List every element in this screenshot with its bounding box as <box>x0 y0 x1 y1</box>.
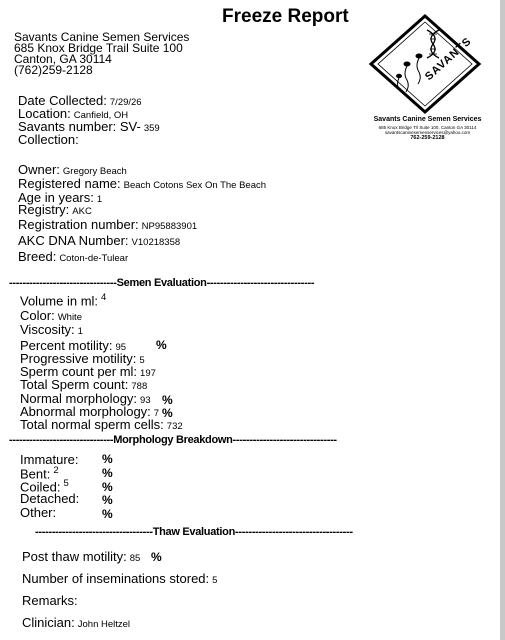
percent-motility-label: Percent motility: <box>20 338 113 353</box>
logo-caption-address: 685 Knox Bridge Trl Suite 100, Canton GA 30114 <box>378 125 477 130</box>
breed-row <box>18 249 128 264</box>
logo-caption: Savants Canine Semen Services <box>373 116 482 123</box>
registration-number-row <box>18 217 197 232</box>
savants-number-label: Savants number: SV- <box>18 119 141 134</box>
total-count-label: Total Sperm count: <box>20 377 129 392</box>
registered-name-value: Beach Cotons Sex On The Beach <box>123 180 267 191</box>
registered-name-row <box>18 176 266 191</box>
registry-row <box>18 202 92 217</box>
viscosity-label: Viscosity: <box>20 322 75 337</box>
post-thaw-unit: % <box>151 550 162 564</box>
savants-number-value: 359 <box>143 123 160 134</box>
detached-row <box>20 491 82 506</box>
color-value: White <box>57 312 82 323</box>
viscosity-row <box>20 322 83 337</box>
page-edge <box>500 0 505 640</box>
breed-label: Breed: <box>18 249 57 264</box>
normal-morphology-value: 93 <box>140 395 151 406</box>
other-row <box>20 505 59 520</box>
total-normal-row <box>20 417 183 432</box>
progressive-motility-label: Progressive motility: <box>20 351 137 366</box>
normal-morphology-unit: % <box>162 393 173 407</box>
clinician-row <box>22 615 130 630</box>
report-title: Freeze Report <box>222 6 349 27</box>
total-normal-value: 732 <box>166 421 183 432</box>
other-unit: % <box>102 507 113 521</box>
clinician-value: John Heltzel <box>77 619 131 630</box>
progressive-motility-value: 5 <box>139 355 145 366</box>
registration-number-label: Registration number: <box>18 217 139 232</box>
total-count-row <box>20 377 147 392</box>
volume-row <box>20 292 106 308</box>
inseminations-value: 5 <box>212 575 218 586</box>
immature-unit: % <box>102 452 113 466</box>
company-address-2: Canton, GA 30114 <box>14 52 112 66</box>
owner-row <box>18 162 127 177</box>
abnormal-morphology-unit: % <box>162 406 173 420</box>
remarks-label: Remarks: <box>22 593 78 608</box>
logo-text: SAVANTS <box>423 35 475 83</box>
thaw-evaluation-header: -----------------------------------Thaw Evaluation----------------------------------- <box>35 526 353 538</box>
logo-caption-phone: 762-259-2128 <box>410 135 445 141</box>
immature-label: Immature: <box>20 452 79 467</box>
bent-label: Bent: <box>20 466 51 482</box>
normal-morphology-label: Normal morphology: <box>20 391 138 406</box>
dna-number-row <box>18 233 180 248</box>
company-address-1: 685 Knox Bridge Trail Suite 100 <box>14 41 183 55</box>
date-collected-value: 7/29/26 <box>109 97 142 108</box>
percent-motility-unit: % <box>156 338 167 352</box>
age-label: Age in years: <box>18 190 94 205</box>
company-phone: (762)259-2128 <box>14 63 93 77</box>
inseminations-label: Number of inseminations stored: <box>22 571 210 586</box>
post-thaw-label: Post thaw motility: <box>22 549 127 564</box>
date-collected-label: Date Collected: <box>18 93 107 108</box>
semen-evaluation-header: --------------------------------Semen Evaluation-------------------------------- <box>9 277 315 289</box>
detached-unit: % <box>102 493 113 507</box>
abnormal-morphology-label: Abnormal morphology: <box>20 404 151 419</box>
count-per-ml-label: Sperm count per ml: <box>20 364 138 379</box>
owner-label: Owner: <box>18 162 60 177</box>
morphology-breakdown-header: -------------------------------Morphology Breakdown------------------------------- <box>9 434 337 446</box>
post-thaw-row <box>22 549 140 564</box>
owner-value: Gregory Beach <box>62 166 127 177</box>
dna-number-label: AKC DNA Number: <box>18 233 129 248</box>
registry-value: AKC <box>72 206 92 217</box>
logo-caption-email: savantscaninesemenservices@yahoo.com <box>384 130 471 135</box>
volume-label: Volume in ml: <box>20 293 99 309</box>
dna-number-value: V10218358 <box>131 237 181 248</box>
age-value: 1 <box>96 194 103 205</box>
sperm-dna-logo-icon <box>365 14 485 114</box>
color-row <box>20 308 82 323</box>
inseminations-row <box>22 571 217 586</box>
registration-number-value: NP95883901 <box>141 221 198 232</box>
abnormal-morphology-value: 7 <box>153 408 160 419</box>
clinician-label: Clinician: <box>22 615 75 630</box>
location-value: Canfield, OH <box>73 110 129 121</box>
bent-unit: % <box>102 466 113 480</box>
total-count-value: 788 <box>131 381 148 392</box>
total-normal-label: Total normal sperm cells: <box>20 417 164 432</box>
percent-motility-value: 95 <box>115 342 127 353</box>
coiled-unit: % <box>102 480 113 494</box>
color-label: Color: <box>20 308 55 323</box>
viscosity-value: 1 <box>77 326 83 337</box>
volume-value: 4 <box>101 292 107 303</box>
bent-value: 2 <box>53 465 59 476</box>
registered-name-label: Registered name: <box>18 176 121 191</box>
logo <box>365 14 485 114</box>
breed-value: Coton-de-Tulear <box>59 253 129 264</box>
count-per-ml-value: 197 <box>140 368 156 379</box>
post-thaw-value: 85 <box>129 553 141 564</box>
coiled-value: 5 <box>63 478 69 489</box>
remarks-row <box>22 593 81 608</box>
coiled-label: Coiled: <box>20 479 61 495</box>
company-name: Savants Canine Semen Services <box>14 30 190 44</box>
other-label: Other: <box>20 505 57 520</box>
location-label: Location: <box>18 106 71 121</box>
collection-label: Collection: <box>18 132 79 147</box>
registry-label: Registry: <box>18 202 70 217</box>
detached-label: Detached: <box>20 491 80 506</box>
